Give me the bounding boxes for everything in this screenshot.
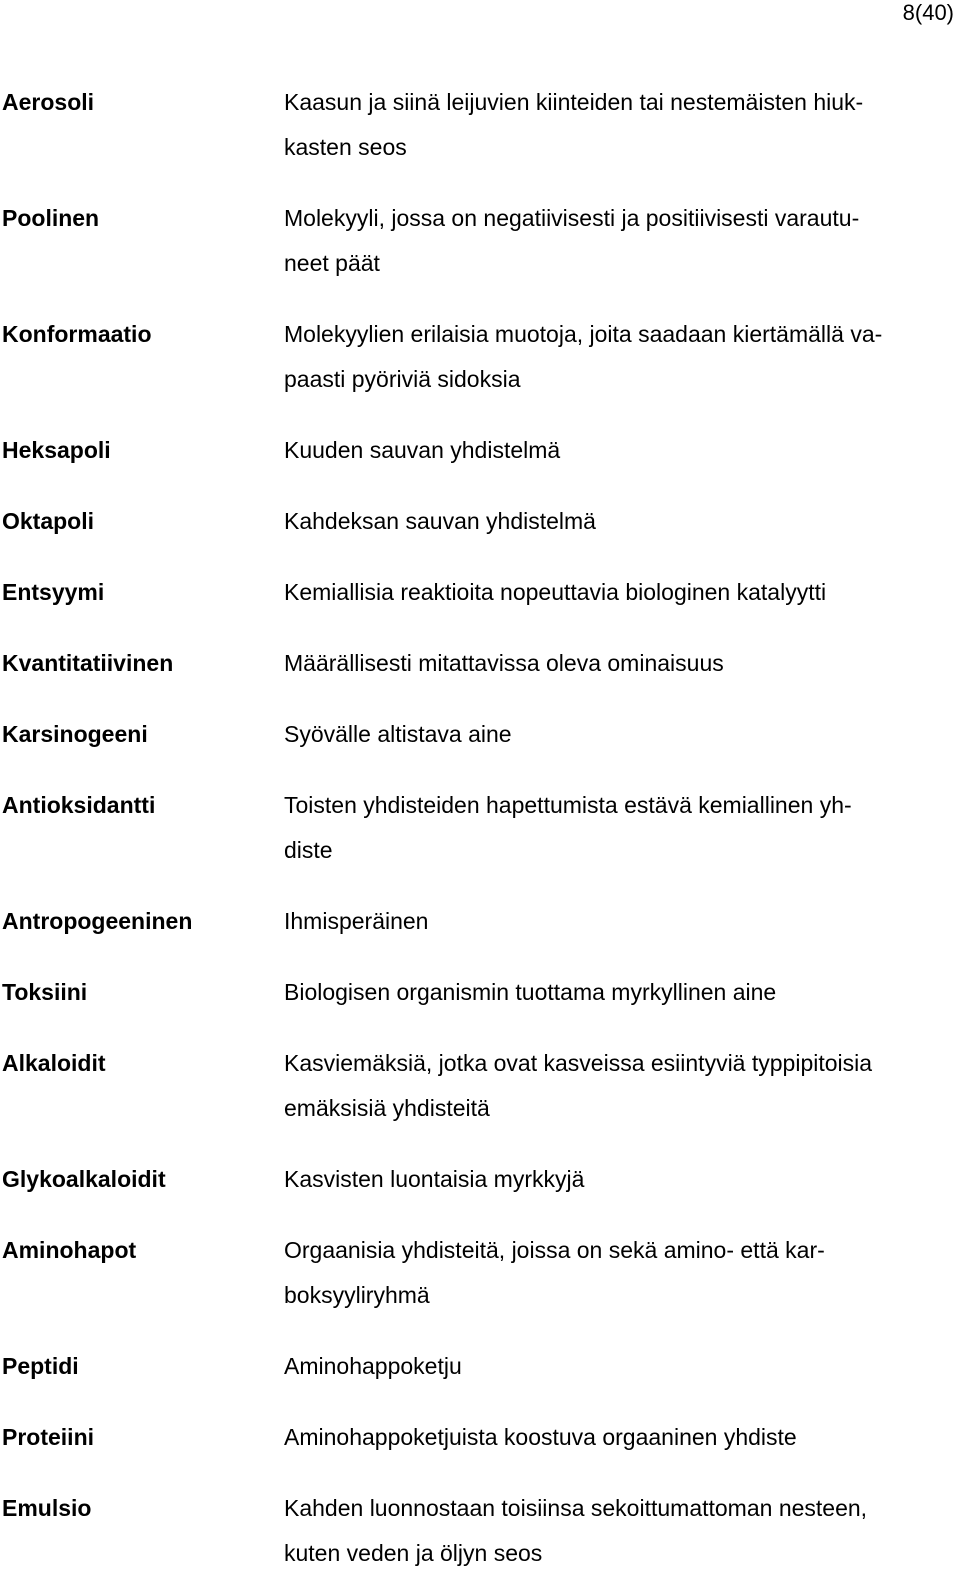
glossary-definition: Syövälle altistava aine [284,721,512,747]
glossary-definition: Molekyylien erilaisia muotoja, joita saadaan kiertämällä va- paasti pyöriviä sidoksia [284,321,883,392]
glossary-definition: Biologisen organismin tuottama myrkyllinen aine [284,979,777,1005]
glossary-term: Aminohapot [2,1237,137,1263]
glossary-definition: Kasviemäksiä, jotka ovat kasveissa esiintyviä typpipitoisia emäksisiä yhdisteitä [284,1050,873,1121]
glossary-term: Peptidi [2,1353,79,1379]
glossary-term: Heksapoli [2,437,111,463]
glossary-definition: Aminohappoketjuista koostuva orgaaninen yhdiste [284,1424,797,1450]
glossary-term: Aerosoli [2,89,95,115]
glossary-definition: Ihmisperäinen [284,908,429,934]
glossary-definition: Molekyyli, jossa on negatiivisesti ja positiivisesti varautu- neet päät [284,205,860,276]
glossary-definition: Orgaanisia yhdisteitä, joissa on sekä amino- että kar- boksyyliryhmä [284,1237,825,1308]
glossary-term: Emulsio [2,1495,92,1521]
glossary-definition: Kuuden sauvan yhdistelmä [284,437,561,463]
glossary-definition: Toisten yhdisteiden hapettumista estävä kemiallinen yh- diste [284,792,852,863]
glossary-term: Alkaloidit [2,1050,106,1076]
glossary-term: Antioksidantti [2,792,156,818]
glossary-term: Glykoalkaloidit [2,1166,166,1192]
glossary-definition: Kahden luonnostaan toisiinsa sekoittumattoman nesteen, kuten veden ja öljyn seos [284,1495,868,1566]
glossary-term: Entsyymi [2,579,105,605]
glossary-definition: Kaasun ja siinä leijuvien kiinteiden tai nestemäisten hiuk- kasten seos [284,89,864,160]
glossary-definition: Määrällisesti mitattavissa oleva ominaisuus [284,650,724,676]
glossary-term: Kvantitatiivinen [2,650,174,676]
glossary-term: Karsinogeeni [2,721,148,747]
glossary-definition: Kemiallisia reaktioita nopeuttavia biologinen katalyytti [284,579,827,605]
page-number: 8(40) [902,0,954,25]
glossary-definition: Aminohappoketju [284,1353,462,1379]
glossary-definition: Kasvisten luontaisia myrkkyjä [284,1166,585,1192]
glossary-term: Toksiini [2,979,88,1005]
glossary-term: Oktapoli [2,508,95,534]
glossary-term: Konformaatio [2,321,152,347]
glossary-definition: Kahdeksan sauvan yhdistelmä [284,508,596,534]
glossary-term: Antropogeeninen [2,908,193,934]
glossary-term: Poolinen [2,205,100,231]
glossary-term: Proteiini [2,1424,95,1450]
